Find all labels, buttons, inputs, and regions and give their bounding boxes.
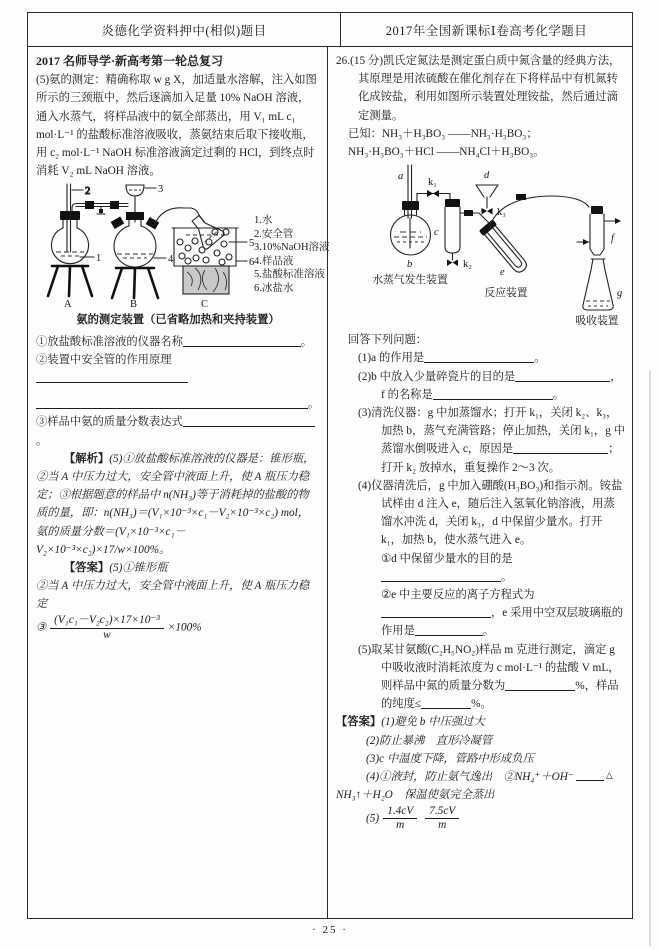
answer-label: 【答案】 xyxy=(336,716,382,729)
analysis-text: (5)①放盐酸标准溶液的仪器是：锥形瓶，②当 A 中压力过大，安全管中液面上升，使 A 瓶压力稳定；③根据题意的样品中 n(NH₃)等于消耗掉的盐酸的物质的量，即：n(NH₃)＝(V₁×10⁻³×c₁－V₂×10⁻³×c₂) mol，氨的质量分数＝(V₁×10⁻³×c₁－V₂×10⁻³×c₂)×17/w×100%。 xyxy=(36,452,315,556)
q2-text-1: (2)b 中放入少量碎瓷片的目的是 xyxy=(358,370,516,383)
funnel-d xyxy=(476,185,498,208)
answer-line-3 xyxy=(36,614,320,642)
subquestion-1 xyxy=(36,333,320,351)
label-b: b xyxy=(407,259,413,271)
nitrogen-fraction-formula: $\frac{1.4cV}{m}$ xyxy=(383,805,417,833)
valve-k3 xyxy=(482,208,493,215)
diagram-caption: 氨的测定装置（已省略加热和夹持装置） xyxy=(76,314,280,327)
analysis-label: 【解析】 xyxy=(64,452,110,465)
left-column xyxy=(28,47,328,919)
subquestion-2-text: ②装置中安全管的作用原理 xyxy=(36,353,172,366)
answer-line-4 xyxy=(336,768,625,804)
answer-1-text: (1)避免 b 中压强过大 xyxy=(381,716,485,729)
q4-2-text-2: ，e 采用中空双层玻璃瓶的作用是 xyxy=(381,607,624,638)
period: %。 xyxy=(471,698,492,711)
header-right-title: 2017年全国新课标Ⅰ卷高考化学题目 xyxy=(385,23,588,38)
flask-b xyxy=(111,212,166,298)
right-column xyxy=(328,47,632,919)
answer-blank xyxy=(505,678,575,691)
valve-k1 xyxy=(427,190,439,197)
answer-line-2: (2)防止暴沸 直形冷凝管 xyxy=(366,734,493,747)
q3-text-2: ；打开 k₂ 放掉水，重复操作 2～3 次。 xyxy=(381,443,620,474)
q4-1-text: ①d 中保留少量水的目的是 xyxy=(381,552,513,565)
subquestion-2-continuation xyxy=(36,395,320,413)
answer-blank xyxy=(433,387,553,400)
known-equation-2: NH₃·H₃BO₃＋HCl ——NH₄Cl＋H₃BO₃。 xyxy=(348,146,545,159)
receiving-flask xyxy=(186,211,225,251)
answer-blank xyxy=(515,369,610,382)
label-a: a xyxy=(398,171,404,183)
absorber-caption: 吸收装置 xyxy=(575,315,619,328)
question-26-3 xyxy=(336,404,625,477)
answer-3-prefix: ③ xyxy=(36,621,47,634)
label-3: 3 xyxy=(158,184,164,196)
mass-fraction-formula: $\frac{\text{(V₁c₁－V₂c₂)×17×10⁻³}}{w}$ xyxy=(50,614,164,642)
answer-blank xyxy=(381,605,491,618)
subquestion-3 xyxy=(36,413,320,449)
answer-4-text-1: (4)①液封，防止氨气逸出 ②NH₄⁺＋OH⁻ xyxy=(366,771,574,784)
label-g: g xyxy=(617,288,623,300)
legend-item-6: 6.冰盐水 xyxy=(254,282,294,294)
label-c: c xyxy=(434,227,439,239)
question-26-text: 26.(15 分)凯氏定氮法是测定蛋白质中氮含量的经典方法，其原理是用浓硫酸在催化剂存在下将样品中有机氮转化成铵盐，利用如图所示装置处理铵盐，然后通过滴定测量。 xyxy=(336,55,621,122)
answer-blank xyxy=(36,396,308,409)
kjeldahl-apparatus-drawing xyxy=(340,163,625,328)
connecting-tube xyxy=(72,201,128,214)
label-5: 5 xyxy=(249,238,255,250)
condenser-f xyxy=(577,206,621,255)
q3-text-1: (3)清洗仪器：g 中加蒸馏水；打开 k₁，关闭 k₂、k₃，加热 b，蒸气充满管路；停止加热，关闭 k₁，g 中蒸馏水倒吸进入 c，原因是 xyxy=(358,407,625,456)
question-26-4: (4)仪器清洗后，g 中加入硼酸(H₃BO₃)和指示剂。铵盐试样由 d 注入 e，随后注入氢氧化钠溶液，用蒸馏水冲洗 d，关闭 k₃，d 中保留少量水。打开 k₁，加热 b，使水蒸气进入 e。 xyxy=(358,479,623,547)
comparison-table xyxy=(27,12,633,919)
legend-item-1: 1.水 xyxy=(254,215,273,227)
beaker-c xyxy=(172,211,247,267)
q5-text-2: %，样品的纯度≤ xyxy=(381,680,619,711)
answer-line-3: (3)c 中温度下降，管路中形成负压 xyxy=(366,752,534,765)
course-heading: 2017 名师导学·新高考第一轮总复习 xyxy=(36,54,224,68)
flask-a-label: A xyxy=(64,299,72,311)
question-26-2 xyxy=(336,368,625,404)
wood-block xyxy=(183,266,229,294)
vessel-c xyxy=(445,199,460,260)
apparatus-legend xyxy=(254,214,330,295)
reaction-vessel-e xyxy=(479,219,531,279)
legend-item-3: 3.10%NaOH溶液 xyxy=(254,242,330,254)
answer-blank xyxy=(424,350,534,363)
beaker-c-label: C xyxy=(201,299,209,311)
period: 。 xyxy=(534,352,546,365)
ammonia-apparatus-diagram xyxy=(36,182,330,311)
period: 。 xyxy=(308,398,320,411)
answer-line-1 xyxy=(336,713,625,731)
delivery-tube xyxy=(155,208,204,223)
subquestion-1-text: ①放盐酸标准溶液的仪器名称 xyxy=(36,335,183,348)
answer-blank xyxy=(381,569,501,582)
purity-formula: $\frac{7.5cV}{m}$ xyxy=(425,805,459,833)
scan-edge-artifact xyxy=(649,370,651,946)
answer-1-text: (5)①锥形瓶 xyxy=(109,562,168,575)
q5-text-1: (5)取某甘氨酸(C₂H₅NO₂)样品 m 克进行测定，滴定 g 中吸收液时消耗浓度为 c mol·L⁻¹ 的盐酸 V mL，则样品中氮的质量分数为 xyxy=(358,643,620,693)
answer-blank xyxy=(421,696,471,709)
flask-g xyxy=(583,259,613,310)
delta-condition: △ xyxy=(576,771,604,781)
label-d: d xyxy=(484,170,490,182)
known-equation-1: 已知：NH₃＋H₃BO₃ ——NH₃·H₃BO₃； xyxy=(348,127,538,140)
question-26-4-1 xyxy=(381,550,625,586)
label-e: e xyxy=(500,267,505,279)
answer-line-5 xyxy=(366,805,625,833)
tube-connector xyxy=(516,194,526,200)
answer-5-prefix: (5) xyxy=(366,812,380,825)
label-2: 2 xyxy=(85,186,91,198)
period: 。 xyxy=(482,625,495,638)
label-1: 1 xyxy=(96,253,102,265)
answer-3-suffix: ×100% xyxy=(167,621,202,634)
label-f: f xyxy=(611,233,614,245)
transfer-tube xyxy=(460,210,491,225)
table-header-row xyxy=(28,13,632,47)
q4-2-text-1: ②e 中主要反应的离子方程式为 xyxy=(381,589,535,602)
period: 。 xyxy=(501,570,513,583)
legend-item-2: 2.安全管 xyxy=(254,228,294,240)
header-left-title: 炎德化学资料押中(相似)题目 xyxy=(28,13,341,46)
question-5-text: (5)氨的测定：精确称取 w g X，加适量水溶解，注入如图所示的三颈瓶中，然后逐滴加入足量 10% NaOH 溶液，通入水蒸气，将样品液中的氨全部蒸出，用 V₁ mL c₁ mol·L⁻¹ 的盐酸标准溶液吸收，蒸氨结束后取下接收瓶，用 c₂ mol·L⁻¹ NaOH 标准溶液滴定过剩的 HCl，到终点时消耗 V₂ mL NaOH 溶液。 xyxy=(36,74,317,178)
period: 。 xyxy=(300,335,313,348)
label-k3: k₃ xyxy=(497,207,506,219)
answer-line-1 xyxy=(36,559,320,577)
question-26-1 xyxy=(336,349,625,367)
period: 。 xyxy=(552,388,565,401)
reaction-caption: 反应装置 xyxy=(484,287,528,300)
answer-blank xyxy=(36,370,188,383)
answer-blank xyxy=(513,441,608,454)
answer-blank xyxy=(183,414,315,427)
page-number: · 25 · xyxy=(312,924,348,936)
label-4: 4 xyxy=(168,254,174,266)
label-6: 6 xyxy=(249,257,255,269)
flask-b-label: B xyxy=(130,299,138,311)
subquestion-2 xyxy=(36,351,320,387)
legend-item-5: 5.盐酸标准溶液 xyxy=(254,269,325,281)
kjeldahl-apparatus-diagram xyxy=(340,163,625,329)
q1-text: (1)a 的作用是 xyxy=(358,352,425,365)
q2-text-2: ，f 的名称是 xyxy=(381,370,622,401)
prompt-text: 回答下列问题： xyxy=(348,334,428,347)
ammonia-apparatus-drawing xyxy=(36,182,281,310)
label-k2: k₂ xyxy=(463,259,472,271)
period: 。 xyxy=(36,434,48,447)
legend-item-4: 4.样品液 xyxy=(254,255,294,267)
answer-blank xyxy=(183,334,301,347)
question-26-5 xyxy=(336,641,625,714)
label-k1: k₁ xyxy=(428,177,437,189)
answer-4-text-2: NH₃↑＋H₂O 保温使氨完全蒸出 xyxy=(336,789,495,802)
question-26-4-2 xyxy=(381,586,625,641)
answer-blank xyxy=(415,623,483,636)
analysis-paragraph xyxy=(36,450,320,559)
subquestion-3-text: ③样品中氨的质量分数表达式 xyxy=(36,416,183,429)
answer-label: 【答案】 xyxy=(64,562,110,575)
steam-generator-caption: 水蒸气发生装置 xyxy=(372,274,448,287)
answer-line-2: ②当 A 中压力过大，安全管中液面上升，使 A 瓶压力稳定 xyxy=(36,580,310,611)
